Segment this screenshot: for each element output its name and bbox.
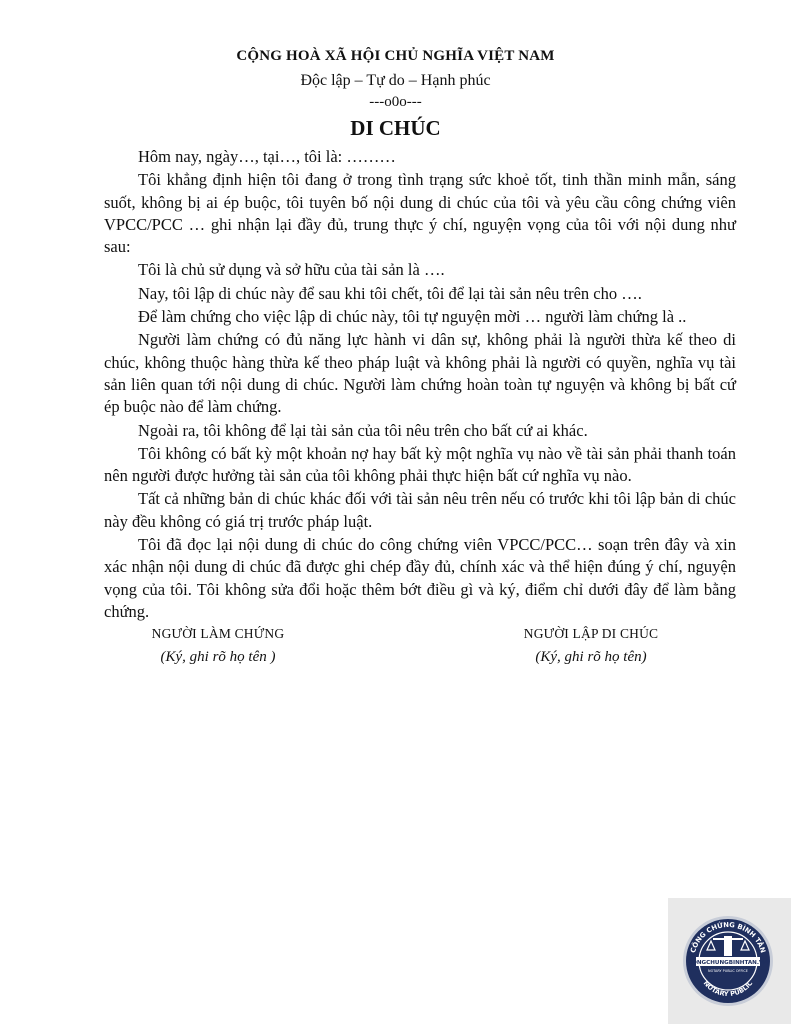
paragraph: Ngoài ra, tôi không để lại tài sản của tôi nêu trên cho bất cứ ai khác. xyxy=(138,420,588,440)
paragraph: Tôi không có bất kỳ một khoản nợ hay bất kỳ một nghĩa vụ nào về tài sản phải thanh toán nên người được hưởng tài sản của tôi không phải thực hiện bất cứ nghĩa vụ nào. xyxy=(104,443,736,486)
testator-signature xyxy=(506,626,676,666)
svg-text:CÔNG CHỨNG BÌNH TÂN: CÔNG CHỨNG BÌNH TÂN xyxy=(689,920,767,954)
testator-role: NGƯỜI LẬP DI CHÚC xyxy=(523,626,659,641)
notary-logo-badge xyxy=(668,898,791,1024)
document-title: DI CHÚC xyxy=(350,116,441,140)
paragraph: Tôi khẳng định hiện tôi đang ở trong tình trạng sức khoẻ tốt, tinh thần minh mẫn, sáng suốt, không bị ai ép buộc, tôi tuyên bố nội dung di chúc của tôi và yêu cầu công chứng viên VPCC/PCC … ghi nhận lại đầy đủ, trung thực ý chí, nguyện vọng của tôi với nội dung như sau: xyxy=(104,170,736,257)
testator-hint: (Ký, ghi rõ họ tên) xyxy=(535,649,647,665)
svg-text:NOTARY PUBLIC: NOTARY PUBLIC xyxy=(701,979,755,999)
signature-block xyxy=(0,626,791,676)
witness-role: NGƯỜI LÀM CHỨNG xyxy=(151,626,285,641)
document-body xyxy=(104,146,736,624)
paragraph: Tất cả những bản di chúc khác đối với tài sản nêu trên nếu có trước khi tôi lập bản di chúc này đều không có giá trị trước pháp luật. xyxy=(104,489,736,531)
paragraph: Hôm nay, ngày…, tại…, tôi là: ……… xyxy=(138,147,396,166)
paragraph: Tôi là chủ sử dụng và sở hữu của tài sản là …. xyxy=(138,260,445,280)
national-motto: Độc lập – Tự do – Hạnh phúc xyxy=(300,72,491,89)
paragraph: Người làm chứng có đủ năng lực hành vi dân sự, không phải là người thừa kế theo di chúc, không thuộc hàng thừa kế theo pháp luật và không phải là người có quyền, nghĩa vụ tài sản liên quan tới nội dung di chúc. Người làm chứng hoàn toàn tự nguyện và không bị bất cứ ép buộc nào để làm chứng. xyxy=(104,330,736,417)
notary-seal-icon xyxy=(682,914,774,1008)
svg-text:NOTARY PUBLIC OFFICE: NOTARY PUBLIC OFFICE xyxy=(708,969,748,973)
paragraph: Nay, tôi lập di chúc này để sau khi tôi chết, tôi để lại tài sản nêu trên cho …. xyxy=(138,283,642,303)
witness-hint: (Ký, ghi rõ họ tên ) xyxy=(160,649,276,665)
witness-signature xyxy=(128,626,308,666)
paragraph: Để làm chứng cho việc lập di chúc này, tôi tự nguyện mời … người làm chứng là .. xyxy=(138,307,687,327)
paragraph: Tôi đã đọc lại nội dung di chúc do công chứng viên VPCC/PCC… soạn trên đây và xin xác nhận nội dung di chúc đã được ghi chép đầy đủ, chính xác và thể hiện đúng ý chí, nguyện vọng của tôi. Tôi không sửa đổi hoặc thêm bớt điều gì và ký, điểm chỉ dưới đây để làm bằng chứng. xyxy=(104,535,736,621)
svg-text:CONGCHUNGBINHTAN.VN: CONGCHUNGBINHTAN.VN xyxy=(688,960,768,966)
header-divider: ---o0o--- xyxy=(369,94,422,110)
national-title: CỘNG HOÀ XÃ HỘI CHỦ NGHĨA VIỆT NAM xyxy=(236,48,555,64)
